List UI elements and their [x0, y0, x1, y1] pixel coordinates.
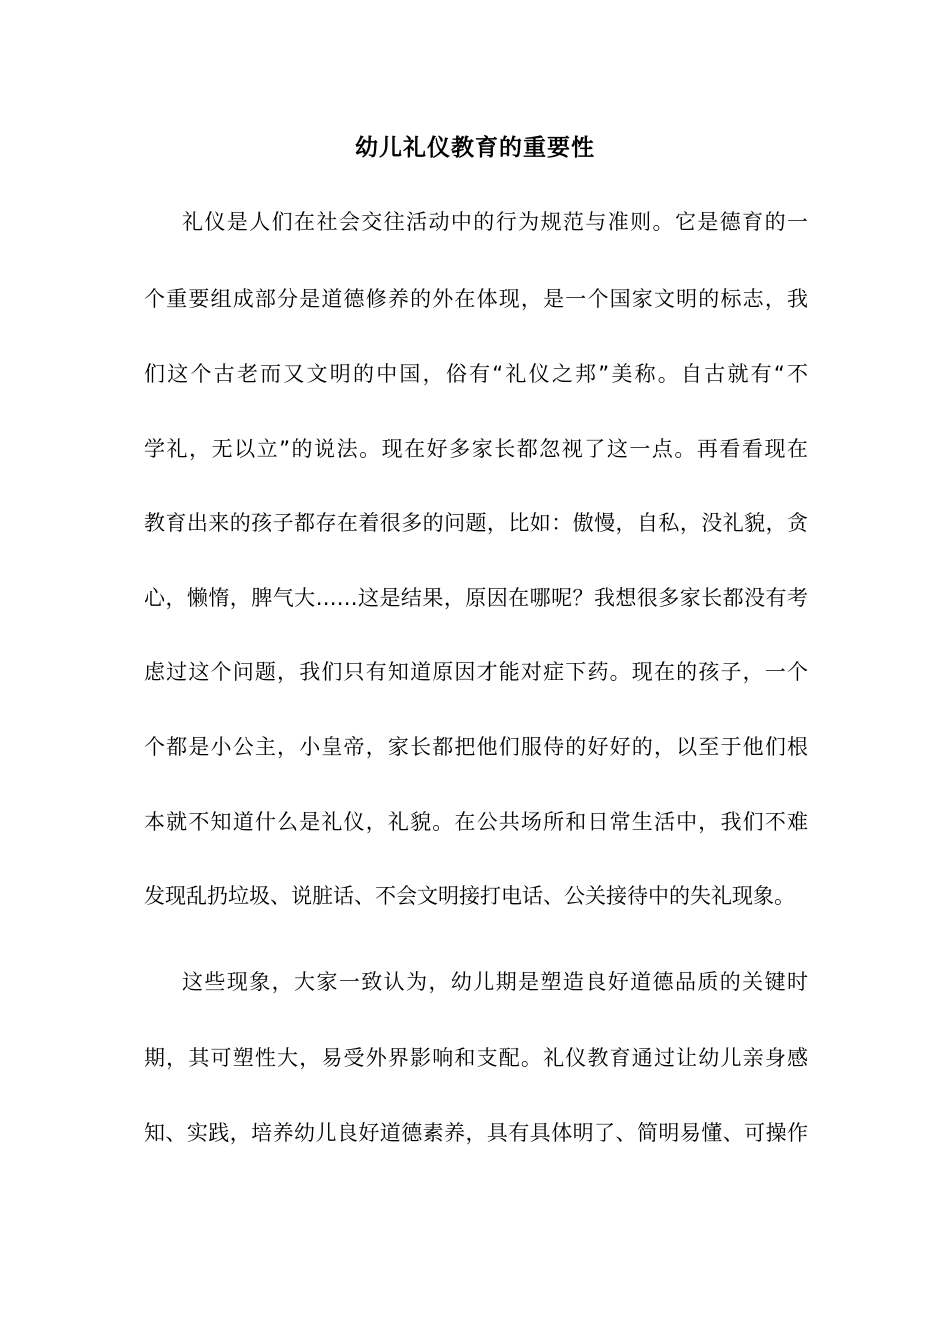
text-line: 本就不知道什么是礼仪，礼貌。在公共场所和日常生活中，我们不难 — [144, 810, 808, 834]
text-line: 礼仪是人们在社会交往活动中的行为规范与准则。它是德育的一 — [182, 210, 808, 234]
text-line: 心，懒惰，脾气大……这是结果，原因在哪呢？我想很多家长都没有考 — [144, 586, 808, 610]
text-line: 知、实践，培养幼儿良好道德素养，具有具体明了、简明易懂、可操作 — [144, 1121, 808, 1145]
document-title: 幼儿礼仪教育的重要性 — [355, 134, 595, 161]
text-line: 个都是小公主，小皇帝，家长都把他们服侍的好好的，以至于他们根 — [144, 735, 808, 759]
text-line: 虑过这个问题，我们只有知道原因才能对症下药。现在的孩子，一个 — [144, 660, 808, 684]
text-line: 个重要组成部分是道德修养的外在体现，是一个国家文明的标志，我 — [144, 287, 808, 311]
text-line: 发现乱扔垃圾、说脏话、不会文明接打电话、公关接待中的失礼现象。 — [144, 884, 795, 908]
text-line: 这些现象，大家一致认为，幼儿期是塑造良好道德品质的关键时 — [182, 970, 808, 994]
text-line: 教育出来的孩子都存在着很多的问题，比如：傲慢，自私，没礼貌，贪 — [144, 511, 808, 535]
text-line: 学礼，无以立”的说法。现在好多家长都忽视了这一点。再看看现在 — [144, 437, 808, 461]
text-line: 期，其可塑性大，易受外界影响和支配。礼仪教育通过让幼儿亲身感 — [144, 1046, 808, 1070]
text-line: 们这个古老而又文明的中国，俗有“礼仪之邦”美称。自古就有“不 — [144, 362, 808, 386]
